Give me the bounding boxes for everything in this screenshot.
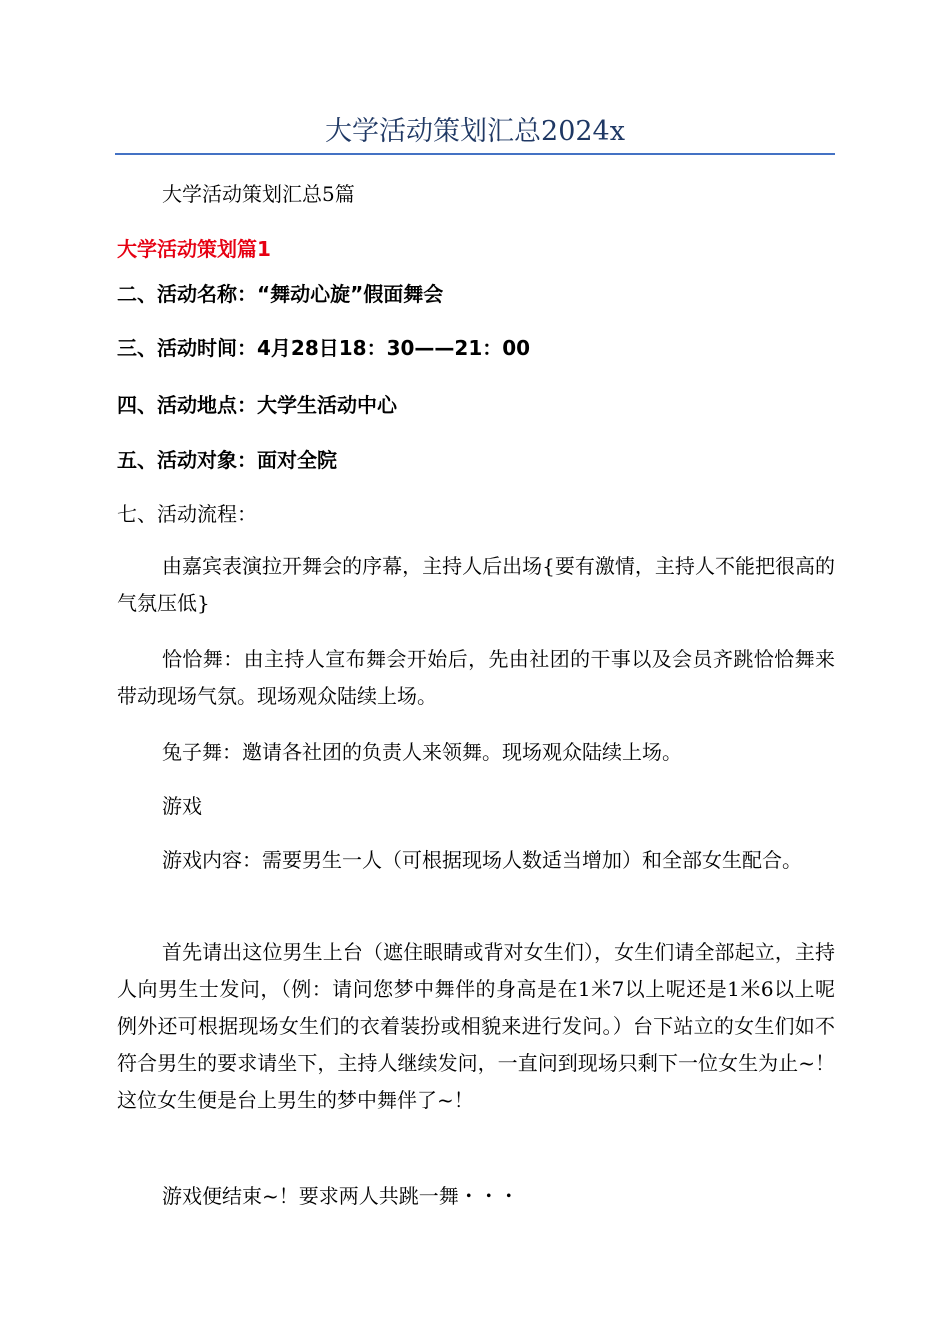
paragraph-opening: 由嘉宾表演拉开舞会的序幕，主持人后出场{要有激情，主持人不能把很高的气氛压低}: [117, 554, 835, 615]
paragraph-bunny-dance: 兔子舞：邀请各社团的负责人来领舞。现场观众陆续上场。: [162, 740, 682, 764]
activity-target: 五、活动对象：面对全院: [117, 448, 337, 472]
process-heading: 七、活动流程：: [117, 502, 257, 526]
paragraph-game-rules: 首先请出这位男生上台（遮住眼睛或背对女生们），女生们请全部起立，主持人向男生士发问，（例：请问您梦中舞伴的身高是在1米7以上呢还是1米6以上呢例外还可根据现场女生们的衣着装扮或相貌来进行发问。）台下站立的女生们如不符合男生的要求请坐下，主持人继续发问，一直问到现场只剩下一位女生为止~！这位女生便是台上男生的梦中舞伴了~！: [117, 940, 835, 1112]
title-divider: [115, 153, 835, 155]
document-title: 大学活动策划汇总2024x: [325, 116, 625, 147]
section-heading: 大学活动策划篇1: [117, 237, 271, 261]
paragraph-game-content: 游戏内容：需要男生一人（可根据现场人数适当增加）和全部女生配合。: [162, 848, 802, 872]
paragraph-game: 游戏: [162, 794, 202, 818]
document-subtitle: 大学活动策划汇总5篇: [162, 182, 355, 206]
paragraph-chacha: 恰恰舞：由主持人宣布舞会开始后，先由社团的干事以及会员齐跳恰恰舞来带动现场气氛。现场观众陆续上场。: [117, 647, 835, 708]
paragraph-game-end: 游戏便结束~！要求两人共跳一舞・・・: [162, 1184, 519, 1208]
activity-place: 四、活动地点：大学生活动中心: [117, 393, 397, 417]
activity-name: 二、活动名称：“舞动心旋”假面舞会: [117, 282, 444, 306]
activity-time: 三、活动时间：4月28日18：30——21：00: [117, 336, 531, 360]
